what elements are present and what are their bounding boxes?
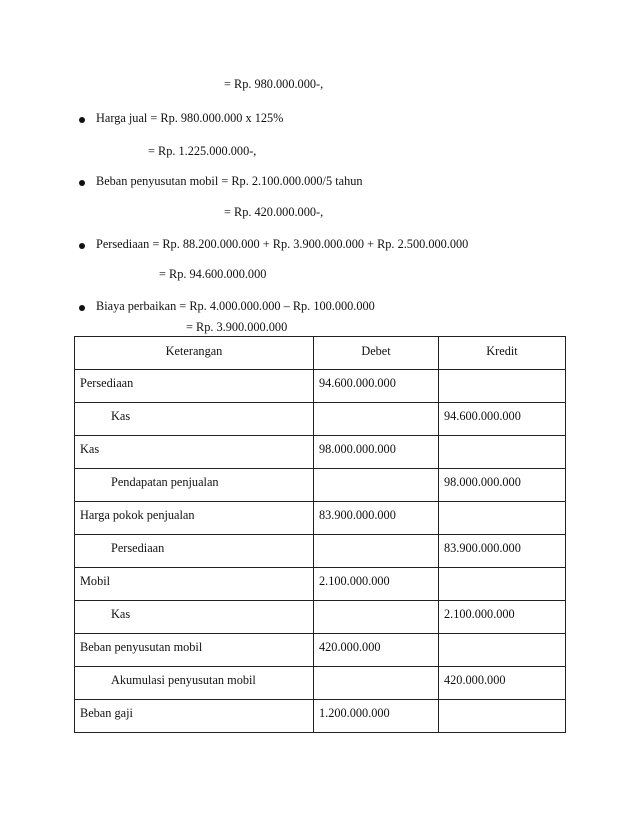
cell-kredit: [439, 436, 566, 469]
cell-kredit: 2.100.000.000: [439, 601, 566, 634]
header-kredit: Kredit: [439, 337, 566, 370]
cell-debet: 1.200.000.000: [314, 700, 439, 733]
table-row: [75, 469, 566, 502]
cell-kredit: 94.600.000.000: [439, 403, 566, 436]
cell-kredit: [439, 634, 566, 667]
cell-keterangan: Kas: [75, 436, 314, 469]
table-row: [75, 403, 566, 436]
cell-keterangan: Kas: [75, 403, 314, 436]
table-row: [75, 601, 566, 634]
bullet-icon: [79, 117, 85, 123]
table-row: [75, 370, 566, 403]
cell-debet: 98.000.000.000: [314, 436, 439, 469]
table-row: [75, 535, 566, 568]
cell-keterangan: Beban penyusutan mobil: [75, 634, 314, 667]
table-row: [75, 436, 566, 469]
calc-bullet-harga-jual: Harga jual = Rp. 980.000.000 x 125%: [96, 111, 284, 125]
calc-result-line: = Rp. 3.900.000.000: [186, 320, 288, 334]
table-row: [75, 568, 566, 601]
table-row: [75, 667, 566, 700]
table-row: [75, 634, 566, 667]
table-row: [75, 502, 566, 535]
calc-result-line: = Rp. 94.600.000.000: [159, 267, 267, 281]
cell-debet: [314, 469, 439, 502]
cell-keterangan: Harga pokok penjualan: [75, 502, 314, 535]
bullet-icon: [79, 305, 85, 311]
cell-debet: 83.900.000.000: [314, 502, 439, 535]
cell-kredit: 420.000.000: [439, 667, 566, 700]
bullet-icon: [79, 243, 85, 249]
calc-result-line: = Rp. 420.000.000-,: [224, 205, 324, 219]
cell-keterangan: Persediaan: [75, 535, 314, 568]
cell-debet: 420.000.000: [314, 634, 439, 667]
cell-kredit: [439, 568, 566, 601]
calc-result-line: = Rp. 1.225.000.000-,: [148, 144, 257, 158]
cell-keterangan: Pendapatan penjualan: [75, 469, 314, 502]
calc-bullet-biaya-perbaikan: Biaya perbaikan = Rp. 4.000.000.000 – Rp. 100.000.000: [96, 299, 375, 313]
cell-keterangan: Akumulasi penyusutan mobil: [75, 667, 314, 700]
cell-debet: [314, 535, 439, 568]
cell-debet: [314, 667, 439, 700]
bullet-icon: [79, 180, 85, 186]
journal-table: [74, 336, 566, 733]
cell-kredit: [439, 700, 566, 733]
calc-result-line: = Rp. 980.000.000-,: [224, 77, 324, 91]
cell-keterangan: Persediaan: [75, 370, 314, 403]
cell-kredit: 83.900.000.000: [439, 535, 566, 568]
header-keterangan: Keterangan: [75, 337, 314, 370]
cell-kredit: [439, 370, 566, 403]
cell-debet: 94.600.000.000: [314, 370, 439, 403]
table-header-row: [75, 337, 566, 370]
calc-bullet-beban-penyusutan: Beban penyusutan mobil = Rp. 2.100.000.000/5 tahun: [96, 174, 363, 188]
cell-keterangan: Kas: [75, 601, 314, 634]
cell-keterangan: Mobil: [75, 568, 314, 601]
cell-kredit: [439, 502, 566, 535]
cell-keterangan: Beban gaji: [75, 700, 314, 733]
cell-debet: [314, 403, 439, 436]
table-row: [75, 700, 566, 733]
cell-debet: 2.100.000.000: [314, 568, 439, 601]
header-debet: Debet: [314, 337, 439, 370]
cell-kredit: 98.000.000.000: [439, 469, 566, 502]
calc-bullet-persediaan: Persediaan = Rp. 88.200.000.000 + Rp. 3.900.000.000 + Rp. 2.500.000.000: [96, 237, 469, 251]
cell-debet: [314, 601, 439, 634]
